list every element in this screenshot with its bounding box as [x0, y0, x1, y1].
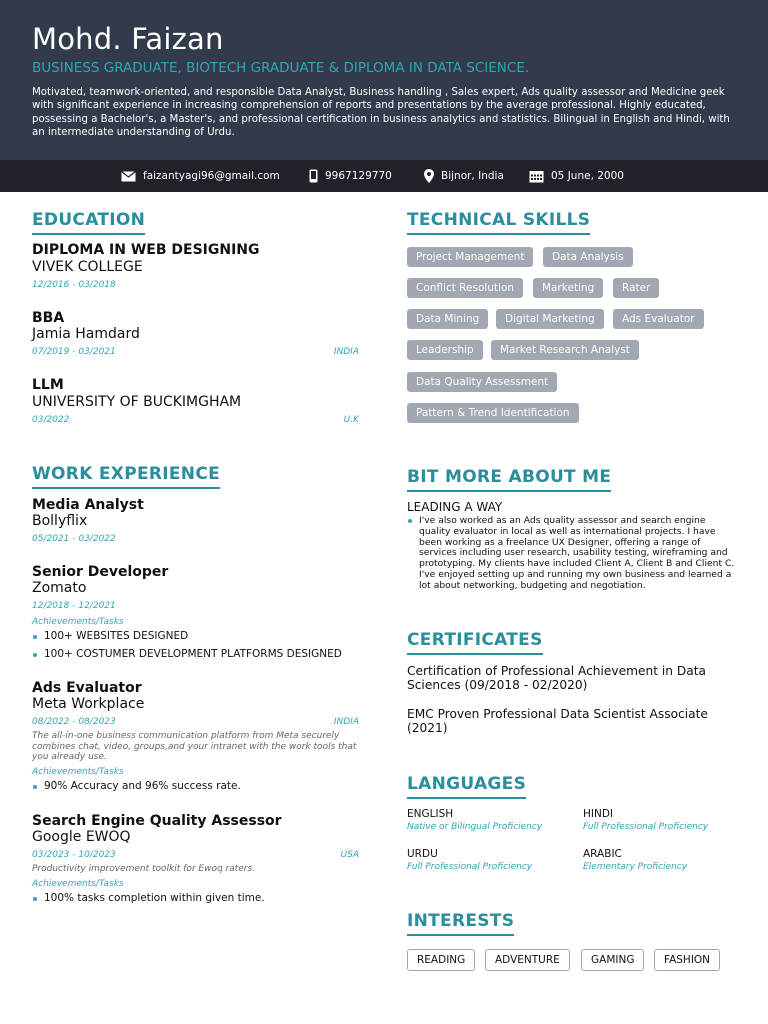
language-name: ARABIC: [583, 848, 622, 860]
education-dates: 12/2016 - 03/2018: [32, 280, 116, 290]
job-description: Productivity improvement toolkit for Ewoq raters.: [32, 864, 256, 874]
envelope-icon: [121, 171, 136, 182]
education-title: EDUCATION: [32, 210, 145, 235]
about-title: BIT MORE ABOUT ME: [407, 467, 611, 492]
education-dates: 07/2019 - 03/2021: [32, 347, 116, 357]
about-heading: LEADING A WAY: [407, 500, 503, 514]
education-degree: DIPLOMA IN WEB DESIGNING: [32, 242, 260, 258]
education-degree: LLM: [32, 377, 64, 393]
interest-tag: ADVENTURE: [485, 949, 570, 971]
languages-title: LANGUAGES: [407, 774, 526, 799]
skill-tag: Conflict Resolution: [407, 278, 523, 298]
language-level: Elementary Proficiency: [583, 862, 688, 872]
achievement-bullet: 100% tasks completion within given time.: [32, 892, 265, 904]
education-degree: BBA: [32, 310, 65, 326]
education-school: VIVEK COLLEGE: [32, 259, 143, 275]
job-company: Bollyflix: [32, 513, 88, 529]
education-dates: 03/2022: [32, 415, 70, 425]
job-role: Media Analyst: [32, 497, 144, 513]
summary: Motivated, teamwork-oriented, and responsible Data Analyst, Business handling , Sales expert, Ads quality assessor and Medicine geek with significant experience in increasing comprehension of reports and presentations by the average professional. Highly educated, possessing a Bachelor's, a Master's, and professional certification in business analytics and statistics. Bilingual in English and Hindi, with an intermediate understanding of Urdu.: [32, 87, 730, 139]
interest-tag: FASHION: [654, 949, 720, 971]
skill-tag: Ads Evaluator: [613, 309, 704, 329]
headline: BUSINESS GRADUATE, BIOTECH GRADUATE & DIPLOMA IN DATA SCIENCE.: [32, 60, 530, 76]
email-text: faizantyagi96@gmail.com: [143, 170, 280, 182]
technical-skills-title: TECHNICAL SKILLS: [407, 210, 590, 235]
language-name: HINDI: [583, 808, 614, 820]
location-pin-icon: [424, 169, 434, 183]
language-level: Full Professional Proficiency: [407, 862, 533, 872]
language-level: Native or Bilingual Proficiency: [407, 822, 543, 832]
job-role: Search Engine Quality Assessor: [32, 813, 282, 829]
skill-tag: Data Quality Assessment: [407, 372, 557, 392]
work-experience-title: WORK EXPERIENCE: [32, 464, 220, 489]
language-name: URDU: [407, 848, 438, 860]
resume-header: [0, 0, 768, 160]
education-school: UNIVERSITY OF BUCKIMGHAM: [32, 394, 242, 410]
achievement-bullet: 100+ COSTUMER DEVELOPMENT PLATFORMS DESIGNED: [32, 648, 342, 660]
skill-tag: Data Analysis: [543, 247, 633, 267]
certificate-item: Certification of Professional Achievement in Data Sciences (09/2018 - 02/2020): [407, 664, 706, 692]
language-level: Full Professional Proficiency: [583, 822, 709, 832]
certificate-item: EMC Proven Professional Data Scientist Associate (2021): [407, 707, 708, 735]
job-role: Senior Developer: [32, 564, 169, 580]
job-dates: 08/2022 - 08/2023: [32, 717, 116, 727]
calendar-icon: [529, 170, 544, 183]
dob-text: 05 June, 2000: [551, 170, 624, 182]
achievement-bullet: 90% Accuracy and 96% success rate.: [32, 780, 241, 792]
skill-tag: Project Management: [407, 247, 533, 267]
certificates-title: CERTIFICATES: [407, 630, 543, 655]
job-company: Google EWOQ: [32, 829, 131, 845]
contact-phone[interactable]: [309, 160, 392, 192]
interests-title: INTERESTS: [407, 911, 514, 936]
interest-tag: READING: [407, 949, 475, 971]
achievements-label: Achievements/Tasks: [32, 879, 124, 889]
contact-dob: [529, 160, 624, 192]
skill-tag: Data Mining: [407, 309, 488, 329]
achievement-bullet: 100+ WEBSITES DESIGNED: [32, 630, 188, 642]
job-role: Ads Evaluator: [32, 680, 142, 696]
education-location: INDIA: [333, 347, 359, 357]
job-company: Meta Workplace: [32, 696, 145, 712]
contact-location: [424, 160, 504, 192]
job-dates: 03/2023 - 10/2023: [32, 850, 116, 860]
phone-text: 9967129770: [325, 170, 392, 182]
job-company: Zomato: [32, 580, 87, 596]
skill-tag: Leadership: [407, 340, 483, 360]
skill-tag: Digital Marketing: [496, 309, 604, 329]
location-text: Bijnor, India: [441, 170, 504, 182]
achievements-label: Achievements/Tasks: [32, 767, 124, 777]
education-school: Jamia Hamdard: [32, 326, 140, 342]
about-bullet-dot: [408, 519, 412, 523]
achievements-label: Achievements/Tasks: [32, 617, 124, 627]
skill-tag: Pattern & Trend Identification: [407, 403, 579, 423]
contact-email[interactable]: [121, 160, 280, 192]
interest-tag: GAMING: [581, 949, 644, 971]
job-location: USA: [340, 850, 359, 860]
job-description: The all-in-one business communication platform from Meta securely combines chat, video, groups,and your intranet with the work tools that you already use.: [32, 731, 357, 763]
skill-tag: Marketing: [533, 278, 603, 298]
job-dates: 12/2018 - 12/2021: [32, 601, 116, 611]
education-location: U.K: [343, 415, 359, 425]
contact-bar: [0, 160, 768, 192]
phone-icon: [309, 169, 318, 183]
candidate-name: Mohd. Faizan: [32, 22, 224, 56]
skill-tag: Rater: [613, 278, 659, 298]
skill-tag: Market Research Analyst: [491, 340, 639, 360]
job-dates: 05/2021 - 03/2022: [32, 534, 116, 544]
language-name: ENGLISH: [407, 808, 454, 820]
about-text: I've also worked as an Ads quality assessor and search engine quality evaluator in local as well as international projects. I have been working as a freelance UX Designer, offering a range of services including user research, usability testing, wireframing and prototyping. My clients have included Client A, Client B and Client C. I've enjoyed setting up and running my own business and learned a lot about networking, budgeting and negotiation.: [419, 515, 735, 591]
job-location: INDIA: [333, 717, 359, 727]
